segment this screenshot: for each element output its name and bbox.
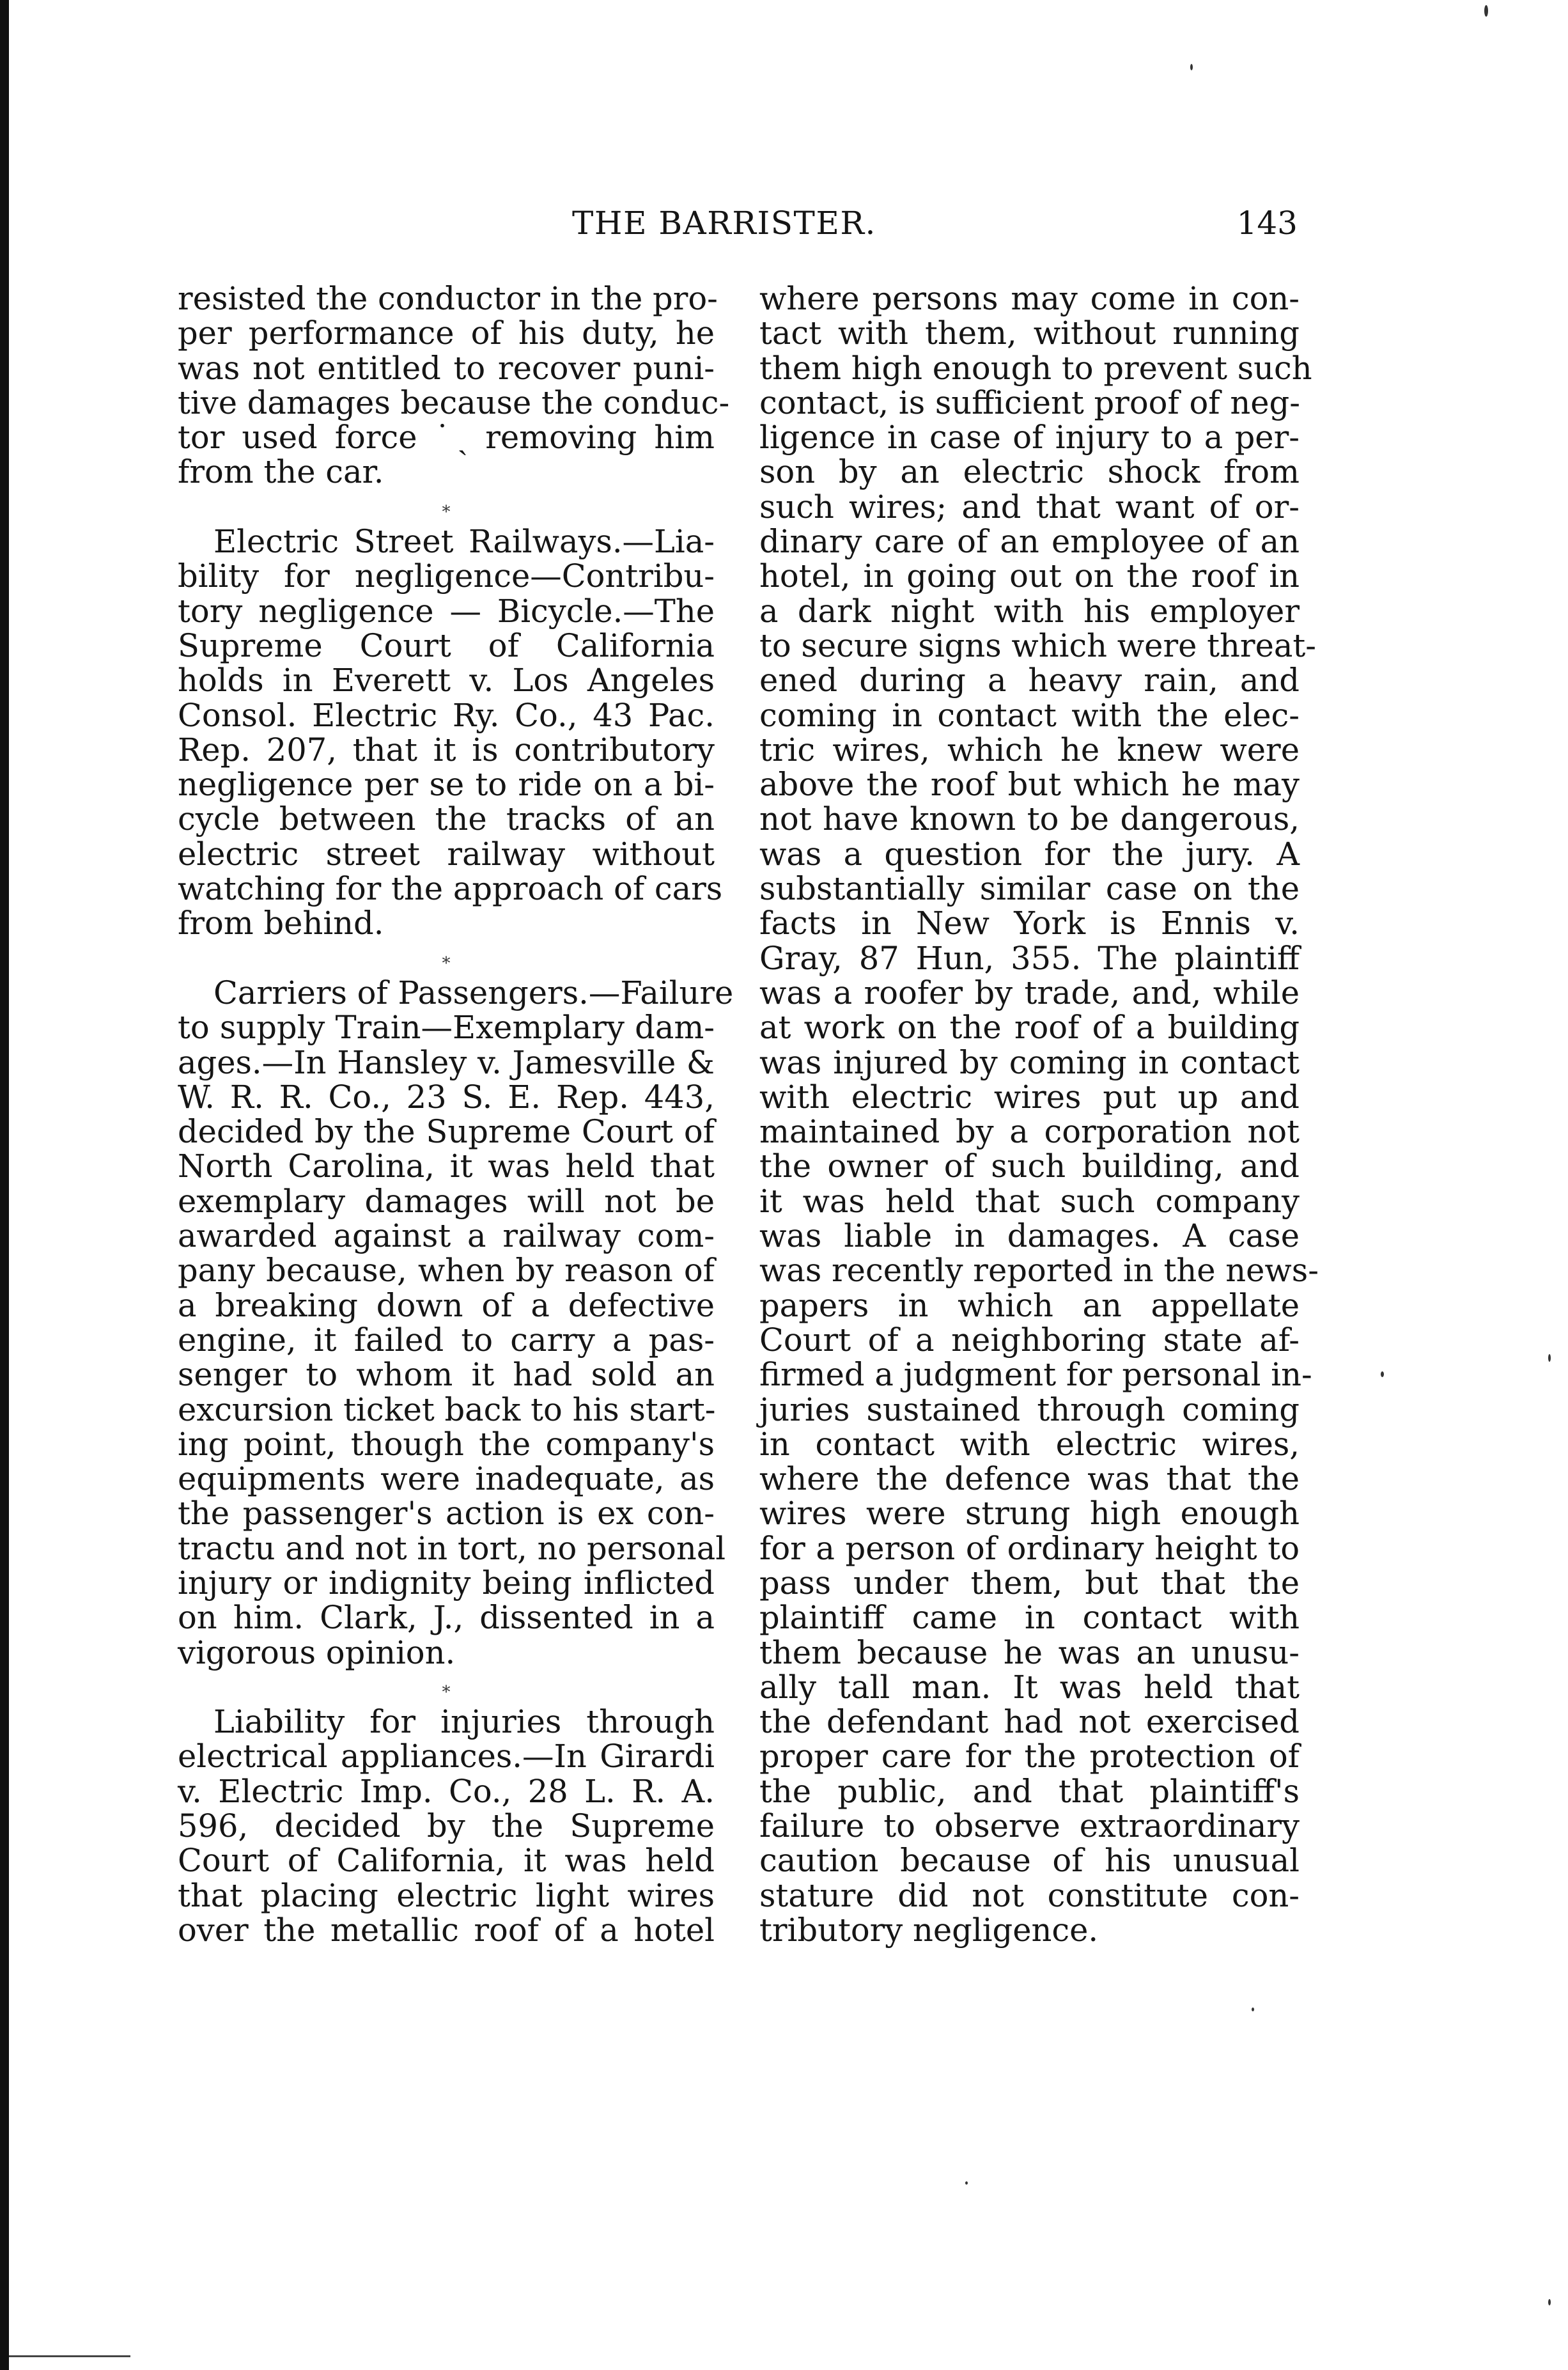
text-line: maintained by a corporation not [759,1113,1300,1151]
text-line: hotel, in going out on the roof in [759,557,1300,595]
scan-speck [1548,2299,1551,2305]
bottom-rule [9,2355,130,2357]
text-line: for a person of ordinary height to [759,1529,1300,1567]
text-line: ligence in case of injury to a per- [759,419,1300,456]
scan-speck [1381,1371,1384,1377]
text-line: over the metallic roof of a hotel [178,1911,715,1949]
text-line: senger to whom it had sold an [178,1356,715,1394]
text-line: Rep. 207, that it is contributory [178,731,715,768]
text-line: vigorous opinion. [178,1633,456,1671]
text-line: it was held that such company [759,1182,1300,1220]
text-line: Gray, 87 Hun, 355. The plaintiff [759,939,1300,977]
text-line: facts in New York is Ennis v. [759,905,1300,942]
text-line: tor used force ˙ˏ removing him [178,419,715,456]
text-line: ing point, though the company's [178,1425,715,1463]
text-line: to secure signs which were threat- [759,627,1316,664]
article-heading-line: Electric Street Railways.—Lia- [213,523,715,561]
text-line: not have known to be dangerous, [759,800,1300,838]
running-title: THE BARRISTER. [572,205,876,242]
text-line: that placing electric light wires [178,1876,715,1914]
text-line: tractu and not in tort, no personal [178,1529,726,1567]
text-line: a breaking down of a defective [178,1286,715,1324]
left-column [178,280,734,1949]
text-line: from behind. [178,905,384,942]
article-heading-line: Liability for injuries through [213,1703,715,1741]
text-line: tric wires, which he knew were [759,731,1300,768]
scan-speck [1548,1354,1551,1362]
text-line: them high enough to prevent such [759,349,1312,387]
text-line: tive damages because the conduc- [178,384,730,421]
text-line: decided by the Supreme Court of [178,1113,715,1151]
text-line: failure to observe extraordinary [759,1807,1300,1845]
text-line: pass under them, but that the [759,1564,1300,1602]
text-line: on him. Clark, J., dissented in a [178,1599,715,1637]
text-line: to supply Train—Exemplary dam- [178,1009,715,1047]
text-line: Court of California, it was held [178,1842,715,1880]
text-line: above the roof but which he may [759,766,1300,804]
right-column [759,280,1319,1949]
article-heading-line: Carriers of Passengers.—Failure [213,974,734,1011]
text-line: stature did not constitute con- [759,1876,1300,1914]
page-header [173,205,1298,249]
section-ornament: ⁎ [442,948,451,968]
text-line: electric street railway without [178,835,715,873]
text-line: caution because of his unusual [759,1842,1300,1880]
text-line: ened during a heavy rain, and [759,662,1300,699]
text-line: firmed a judgment for personal in- [759,1356,1312,1394]
text-line: injury or indignity being inflicted [178,1564,715,1602]
text-line: excursion ticket back to his start- [178,1391,716,1428]
text-line: ages.—In Hansley v. Jamesville & [178,1043,715,1081]
text-line: Consol. Electric Ry. Co., 43 Pac. [178,696,715,734]
text-line: was a roofer by trade, and, while [759,974,1300,1011]
text-line: tact with them, without running [759,315,1300,352]
text-line: equipments were inadequate, as [178,1460,715,1498]
text-line: negligence per se to ride on a bi- [178,766,715,804]
scan-speck [1484,5,1488,17]
text-line: the passenger's action is ex con- [178,1495,715,1532]
text-line: dinary care of an employee of an [759,523,1300,561]
text-line: engine, it failed to carry a pas- [178,1321,715,1359]
text-line: awarded against a railway com- [178,1217,715,1255]
text-line: contact, is sufficient proof of neg- [759,384,1300,421]
text-line: 596, decided by the Supreme [178,1807,715,1845]
scan-speck [1190,64,1193,70]
text-line: bility for negligence—Contribu- [178,557,715,595]
text-line: in contact with electric wires, [759,1425,1300,1463]
text-line: holds in Everett v. Los Angeles [178,662,715,699]
text-line: the public, and that plaintiff's [759,1772,1300,1810]
text-line: Court of a neighboring state af- [759,1321,1300,1359]
text-line: was a question for the jury. A [759,835,1300,873]
text-line: with electric wires put up and [759,1078,1300,1116]
text-line: son by an electric shock from [759,453,1300,491]
text-line: Supreme Court of California [178,627,715,664]
section-ornament: ⁎ [442,1677,451,1697]
text-line: North Carolina, it was held that [178,1148,715,1185]
text-line: per performance of his duty, he [178,315,715,352]
text-line: coming in contact with the elec- [759,696,1300,734]
text-line: tributory negligence. [759,1911,1099,1949]
text-line: such wires; and that want of or- [759,488,1300,526]
text-line: ally tall man. It was held that [759,1668,1300,1706]
text-line: pany because, when by reason of [178,1252,715,1290]
text-line: proper care for the protection of [759,1738,1300,1775]
text-line: plaintiff came in contact with [759,1599,1300,1637]
text-line: at work on the roof of a building [759,1009,1300,1047]
text-line: the defendant had not exercised [759,1703,1300,1741]
text-line: was not entitled to recover puni- [178,349,715,387]
text-line: where persons may come in con- [759,280,1300,317]
text-line: exemplary damages will not be [178,1182,715,1220]
text-line: was liable in damages. A case [759,1217,1300,1255]
text-line: where the defence was that the [759,1460,1300,1498]
text-line: papers in which an appellate [759,1286,1300,1324]
scan-speck [965,2181,968,2185]
text-line: juries sustained through coming [759,1391,1300,1428]
text-line: watching for the approach of cars [178,870,723,908]
text-line: substantially similar case on the [759,870,1300,908]
text-line: from the car. [178,453,384,491]
text-line: cycle between the tracks of an [178,800,715,838]
scan-speck [1252,2007,1254,2011]
text-line: a dark night with his employer [759,592,1300,630]
text-line: electrical appliances.—In Girardi [178,1738,715,1775]
text-line: resisted the conductor in the pro- [178,280,718,317]
text-line: was recently reported in the news- [759,1252,1319,1290]
section-ornament: ⁎ [442,497,451,517]
page-number: 143 [1236,205,1298,242]
text-line: them because he was an unusu- [759,1633,1300,1671]
text-line: wires were strung high enough [759,1495,1300,1532]
text-line: W. R. R. Co., 23 S. E. Rep. 443, [178,1078,715,1116]
text-line: v. Electric Imp. Co., 28 L. R. A. [178,1772,715,1810]
text-line: tory negligence — Bicycle.—The [178,592,715,630]
page-binding-edge [0,0,9,2370]
text-line: was injured by coming in contact [759,1043,1300,1081]
text-line: the owner of such building, and [759,1148,1300,1185]
